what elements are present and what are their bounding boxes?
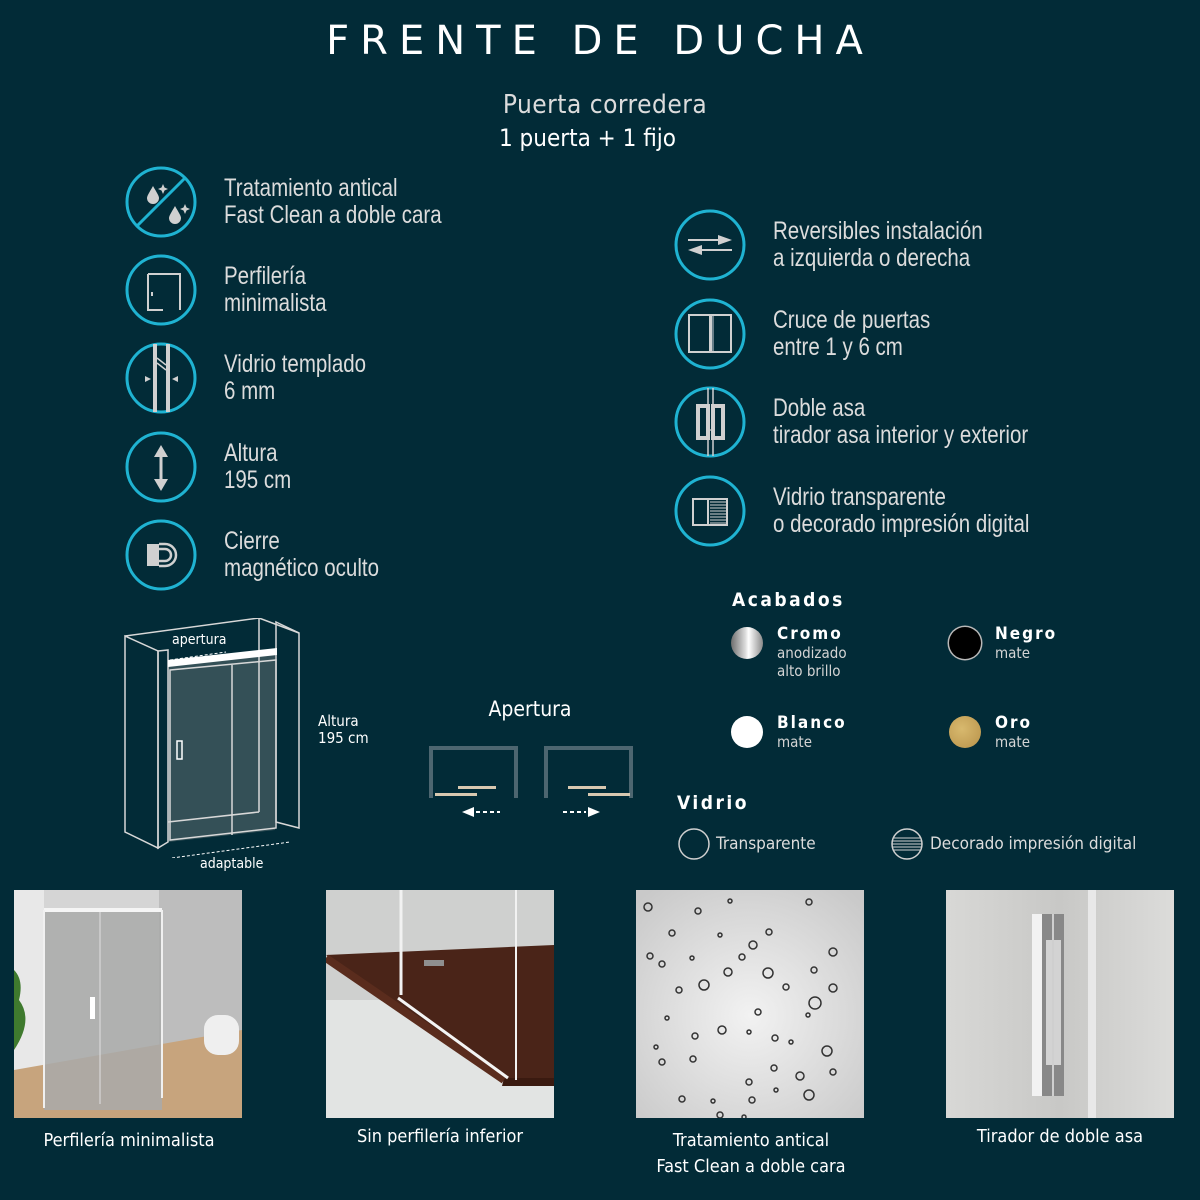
feature-glass-pattern: Vidrio transparente o decorado impresión digital (674, 475, 1086, 547)
glass-option-transparent[interactable]: Transparente (677, 827, 816, 861)
finishes-title: Acabados (732, 589, 845, 611)
feature-height: Altura 195 cm (125, 431, 306, 503)
photo-minimal-profile (14, 890, 242, 1118)
finish-option-blanco[interactable]: Blanco mate (731, 714, 847, 751)
feature-minimal-profile: Perfilería minimalista (125, 254, 349, 326)
height-arrow-icon (125, 431, 197, 503)
decorated-glass-icon (890, 827, 924, 861)
feature-tempered-glass: Vidrio templado 6 mm (125, 342, 397, 414)
finish-option-oro[interactable]: Oro mate (949, 714, 1032, 751)
feature-double-handle: Doble asa tirador asa interior y exterior (674, 386, 1084, 458)
anti-limescale-icon (125, 166, 197, 238)
glass-title: Vidrio (677, 792, 750, 814)
photo-no-bottom-profile (326, 890, 554, 1118)
photo-double-handle (946, 890, 1174, 1118)
tempered-glass-icon (125, 342, 197, 414)
glass-option-decorated[interactable]: Decorado impresión digital (890, 827, 1136, 861)
double-handle-icon (674, 386, 746, 458)
product-configuration: 1 puerta + 1 fijo (498, 124, 677, 152)
left-opening-icon (431, 748, 516, 817)
black-swatch (949, 627, 981, 659)
caption-anti-limescale: Tratamiento antical Fast Clean a doble cara (656, 1130, 846, 1177)
glass-pattern-icon (674, 475, 746, 547)
product-type: Puerta corredera (502, 90, 708, 120)
shower-enclosure-illustration (120, 618, 310, 858)
feature-reversible: Reversibles instalación a izquierda o derecha (674, 209, 1029, 281)
caption-minimal-profile: Perfilería minimalista (43, 1130, 215, 1151)
opening-title: Apertura (488, 697, 572, 721)
caption-no-bottom-profile: Sin perfilería inferior (356, 1126, 524, 1147)
gold-swatch (949, 716, 981, 748)
adaptable-width-label: adaptable (200, 856, 264, 872)
shower-front-diagram (120, 618, 310, 872)
right-opening-icon (546, 748, 631, 817)
finish-option-negro[interactable]: Negro mate (949, 625, 1057, 662)
diagram-height-label: Altura 195 cm (318, 712, 369, 747)
feature-door-overlap: Cruce de puertas entre 1 y 6 cm (674, 298, 965, 370)
finish-option-cromo[interactable]: Cromo anodizado alto brillo (731, 625, 847, 680)
clear-glass-icon (677, 827, 711, 861)
white-swatch (731, 716, 763, 748)
caption-double-handle: Tirador de doble asa (976, 1126, 1144, 1147)
page-title: FRENTE DE DUCHA (326, 18, 874, 64)
reversible-arrows-icon (674, 209, 746, 281)
minimal-profile-icon (125, 254, 197, 326)
feature-anti-limescale: Tratamiento antical Fast Clean a doble cara (125, 166, 489, 238)
photo-water-drops (636, 890, 864, 1118)
opening-direction-icons (428, 745, 638, 825)
feature-magnetic-lock: Cierre magnético oculto (125, 519, 413, 591)
opening-width-label: apertura (172, 632, 227, 648)
magnetic-lock-icon (125, 519, 197, 591)
chrome-swatch (731, 627, 763, 659)
door-overlap-icon (674, 298, 746, 370)
